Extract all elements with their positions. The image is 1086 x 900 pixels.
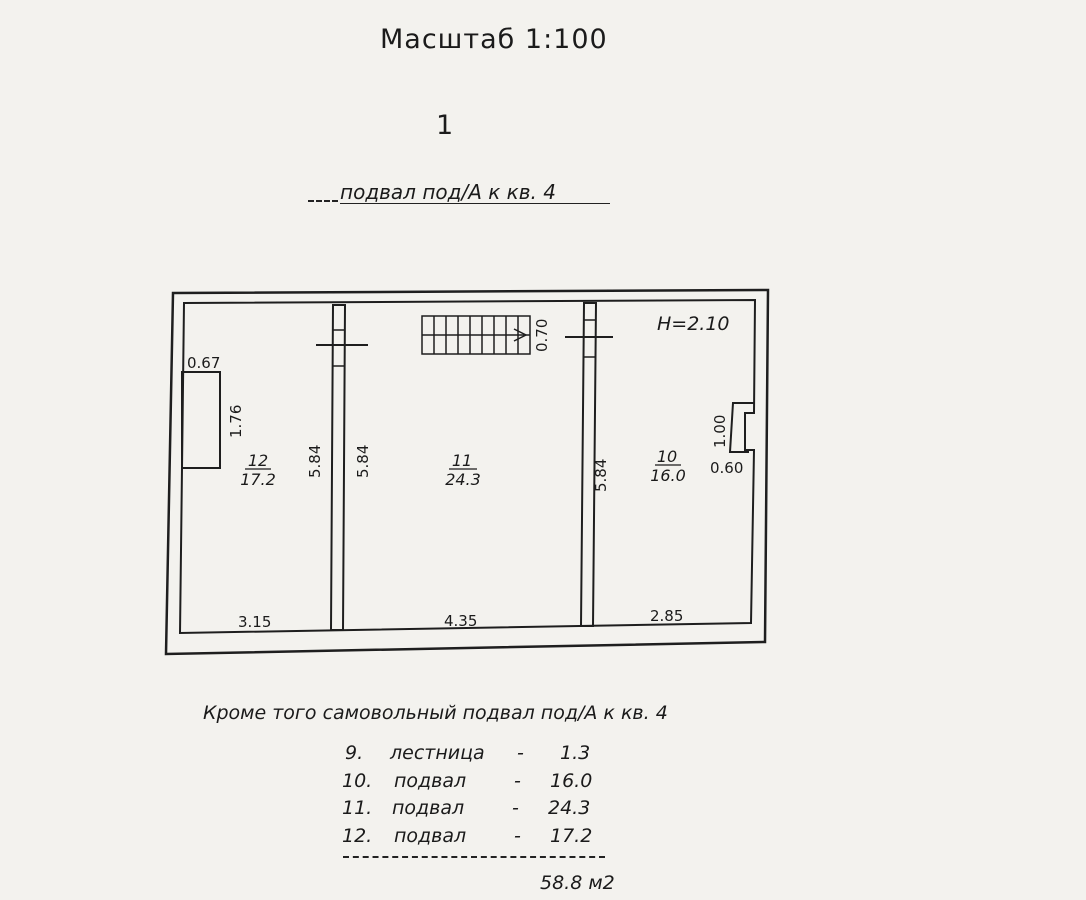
room-12-number: 12 xyxy=(247,451,269,470)
item-dash: - xyxy=(514,770,521,792)
item-area: 24.3 xyxy=(548,797,591,819)
dim-room10-depth: 5.84 xyxy=(592,458,610,492)
item-area: 16.0 xyxy=(550,770,593,792)
room-11-number: 11 xyxy=(451,451,473,470)
staircase xyxy=(422,316,530,354)
item-number: 11. xyxy=(342,797,373,819)
dim-recess-depth: 0.60 xyxy=(710,459,744,477)
dim-niche-width: 0.67 xyxy=(187,354,221,372)
item-number: 10. xyxy=(342,770,373,792)
room-10-number: 10 xyxy=(656,447,678,466)
dim-niche-length: 1.76 xyxy=(227,404,245,438)
room-11-area: 24.3 xyxy=(445,470,481,489)
niche xyxy=(182,372,220,468)
total-area: 58.8 м2 xyxy=(540,872,615,894)
item-name: подвал xyxy=(394,825,467,847)
item-name: подвал xyxy=(392,797,465,819)
total-separator xyxy=(343,856,605,858)
height-label: H=2.10 xyxy=(657,313,730,335)
dim-room12-depth: 5.84 xyxy=(306,444,324,478)
sheet-number: 1 xyxy=(436,110,454,141)
item-dash: - xyxy=(514,825,521,847)
room-10-area: 16.0 xyxy=(650,466,686,485)
item-number: 12. xyxy=(342,825,373,847)
wall-recess xyxy=(730,403,754,452)
item-area: 1.3 xyxy=(560,742,591,764)
dim-stair-width: 0.70 xyxy=(533,318,551,352)
item-dash: - xyxy=(512,797,519,819)
scale-title: Масштаб 1:100 xyxy=(380,24,608,55)
additional-basement-note: Кроме того самовольный подвал под/А к кв. 4 xyxy=(203,702,668,724)
item-number: 9. xyxy=(345,742,364,764)
item-name: лестница xyxy=(390,742,485,764)
room-12-area: 17.2 xyxy=(240,470,276,489)
dim-room11-width: 4.35 xyxy=(444,612,478,630)
dim-room12-width: 3.15 xyxy=(238,613,272,631)
dim-recess-length: 1.00 xyxy=(711,414,729,448)
dim-room11-depth: 5.84 xyxy=(354,444,372,478)
item-name: подвал xyxy=(394,770,467,792)
item-area: 17.2 xyxy=(550,825,593,847)
item-dash: - xyxy=(517,742,524,764)
dim-room10-width: 2.85 xyxy=(650,607,684,625)
partition-wall-left xyxy=(331,305,345,630)
floor-title: подвал под/А к кв. 4 xyxy=(340,180,556,204)
